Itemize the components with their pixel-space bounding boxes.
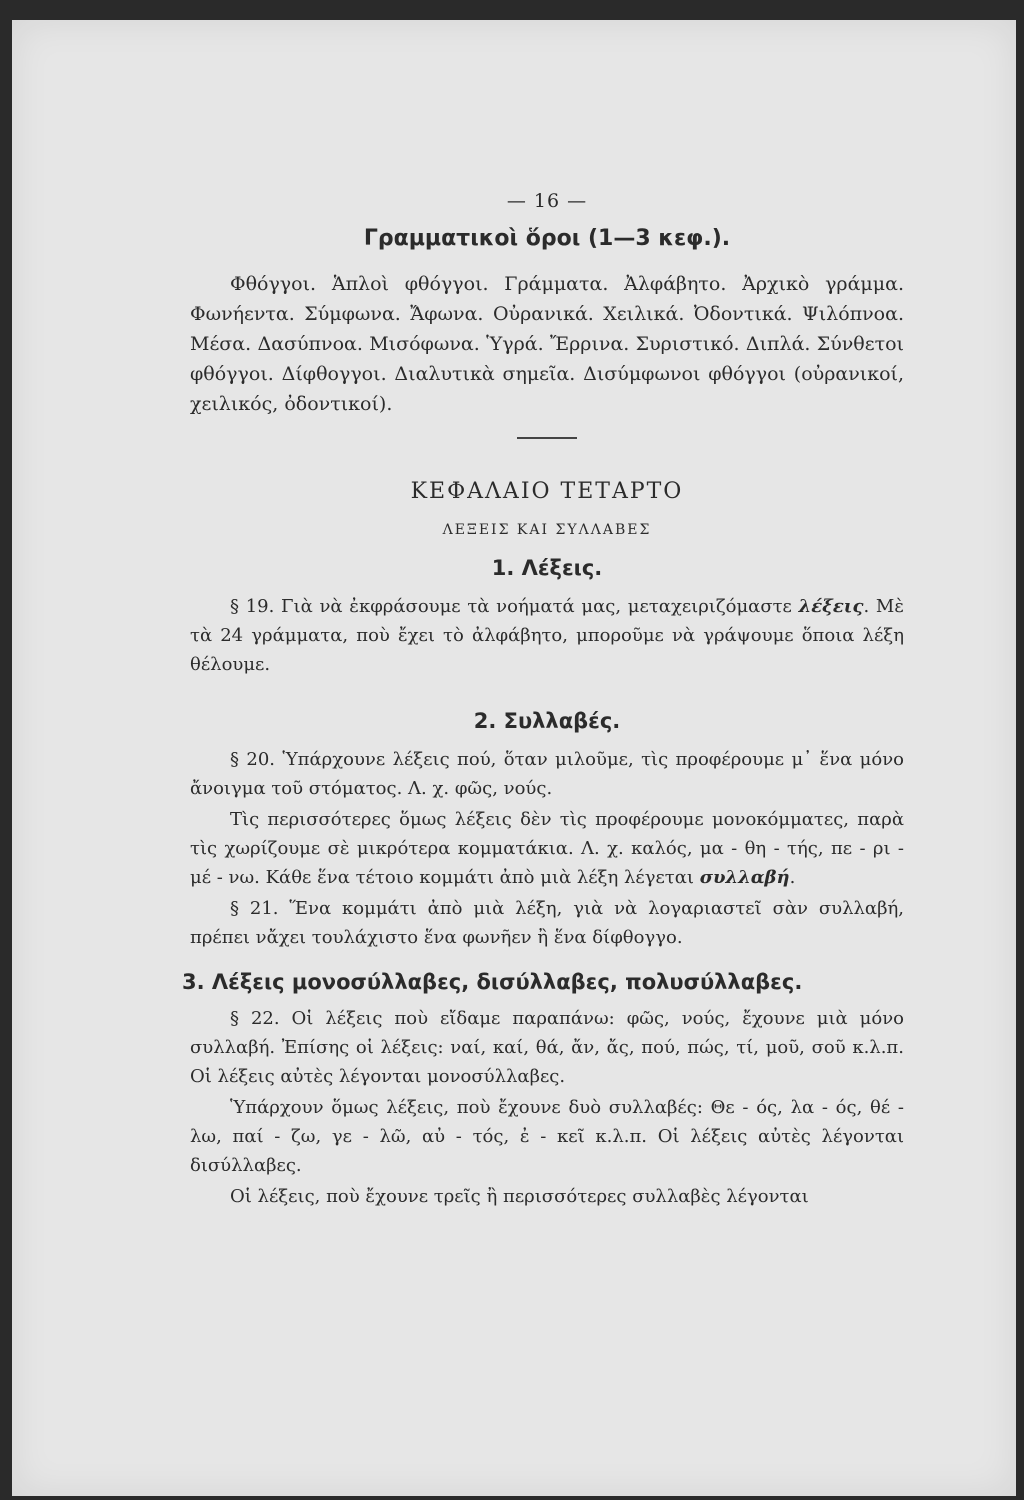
paragraph-22c: Οἱ λέξεις, ποὺ ἔχουνε τρεῖς ἢ περισσότερες συλλαβὲς λέγονται xyxy=(230,1186,809,1207)
section-1-heading: 1. Λέξεις. xyxy=(491,556,603,580)
section-3-heading: 3. Λέξεις μονοσύλλαβες, δισύλλαβες, πολυσύλλαβες. xyxy=(182,970,803,994)
paragraph-20: § 20. Ὑπάρχουνε λέξεις πού, ὅταν μιλοῦμε, τὶς προφέρουμε μ᾿ ἕνα μόνο ἄνοιγμα τοῦ στόματος. Λ. χ. φῶς, νούς. xyxy=(190,749,904,799)
divider xyxy=(517,437,577,439)
paragraph-19-emphasis: λέξεις xyxy=(798,596,864,617)
page-content xyxy=(182,190,904,1213)
paragraph-19-text-a: § 19. Γιὰ νὰ ἐκφράσουμε τὰ νοήματά μας, μεταχειριζόμαστε xyxy=(230,596,792,617)
paragraph-21: § 21. Ἕνα κομμάτι ἀπὸ μιὰ λέξη, γιὰ νὰ λογαριαστεῖ σὰν συλλαβή, πρέπει νἄχει τουλάχιστο ἕνα φωνῆεν ἢ ἕνα δίφθογγο. xyxy=(190,898,904,948)
terms-title: Γραμματικοὶ ὅροι (1—3 κεφ.). xyxy=(363,226,731,251)
section-2-heading: 2. Συλλαβές. xyxy=(473,709,621,733)
paragraph-20b-emphasis: συλλαβή xyxy=(699,867,790,888)
paragraph-20b-end: . xyxy=(789,867,796,888)
paragraph-22b: Ὑπάρχουν ὅμως λέξεις, ποὺ ἔχουνε δυὸ συλλαβές: Θε - ός, λα - ός, θέ - λω, παί - ζω, γε - λῶ, αὐ - τός, ἐ - κεῖ κ.λ.π. Οἱ λέξεις αὐτὲς λέγονται δισύλλαβες. xyxy=(190,1097,904,1176)
spacer xyxy=(190,681,904,709)
terms-text: Φθόγγοι. Ἁπλοὶ φθόγγοι. Γράμματα. Ἀλφάβητο. Ἀρχικὸ γράμμα. Φωνήεντα. Σύμφωνα. Ἄφωνα. Οὐρανικά. Χειλικά. Ὀδοντικά. Ψιλόπνοα. Μέσα. Δασύπνοα. Μισόφωνα. Ὑγρά. Ἔρρινα. Συριστικό. Διπλά. Σύνθετοι φθόγγοι. Δίφθογγοι. Διαλυτικὰ σημεῖα. Δισύμφωνοι φθόγγοι (οὐρανικοί, χειλικός, ὀδοντικοί). xyxy=(190,273,904,415)
paragraph-19 xyxy=(190,592,904,679)
paragraph-20b xyxy=(190,805,904,892)
page-number: — 16 — xyxy=(506,190,588,212)
paragraph-20b-text: Τὶς περισσότερες ὅμως λέξεις δὲν τὶς προφέρουμε μονοκόμματες, παρὰ τὶς χωρίζουμε σὲ μικρότερα κομματάκια. Λ. χ. καλός, μα - θη - τής, πε - ρι - μέ - νω. Κάθε ἕνα τέτοιο κομμάτι ἀπὸ μιὰ λέξη λέγεται xyxy=(190,809,904,888)
chapter-subtitle: ΛΕΞΕΙΣ ΚΑΙ ΣΥΛΛΑΒΕΣ xyxy=(442,522,652,538)
paragraph-19-text-b: . Μὲ τὰ 24 γράμματα, ποὺ ἔχει τὸ ἀλφάβητο, μποροῦμε νὰ γράψουμε ὅποια λέξη θέλουμε. xyxy=(190,596,904,675)
chapter-title: ΚΕΦΑΛΑΙΟ ΤΕΤΑΡΤΟ xyxy=(410,479,684,504)
book-page xyxy=(12,20,1016,1496)
paragraph-22: § 22. Οἱ λέξεις ποὺ εἴδαμε παραπάνω: φῶς, νούς, ἔχουνε μιὰ μόνο συλλαβή. Ἐπίσης οἱ λέξεις: ναί, καί, θά, ἄν, ἄς, πού, πώς, τί, μοῦ, σοῦ κ.λ.π. Οἱ λέξεις αὐτὲς λέγονται μονοσύλλαβες. xyxy=(190,1008,904,1087)
